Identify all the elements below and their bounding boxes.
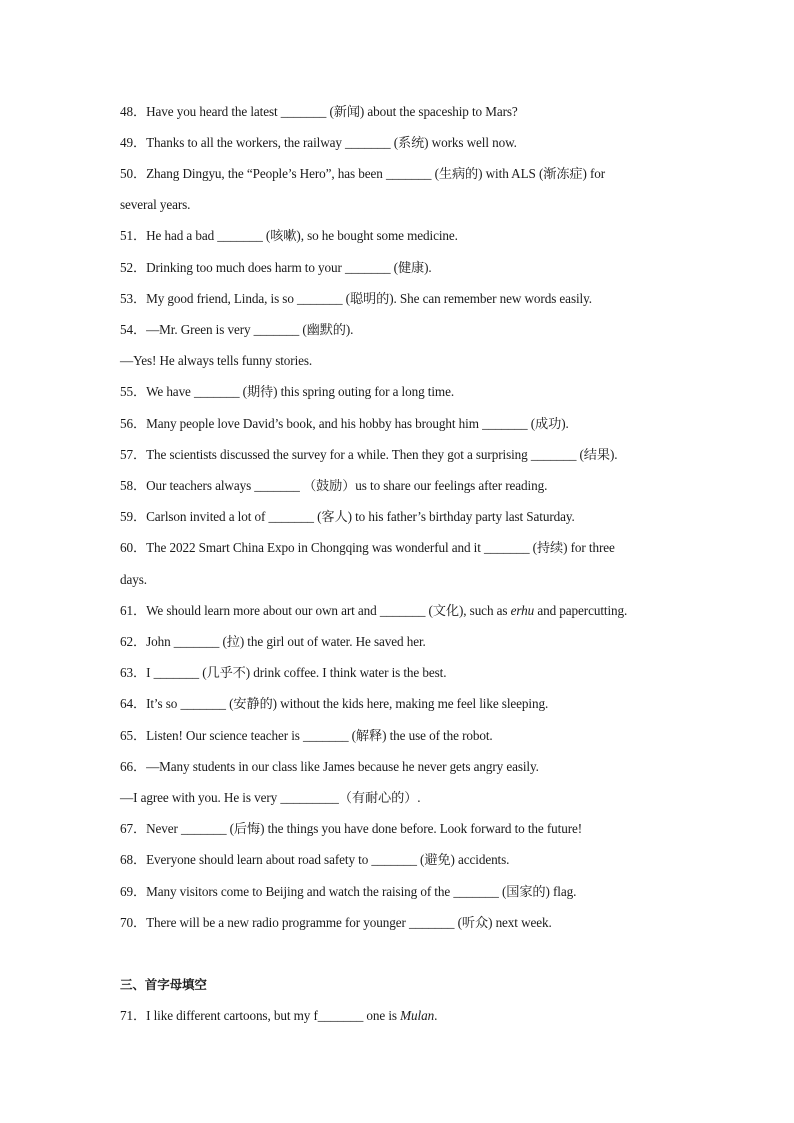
- question-text: My good friend, Linda, is so _______ (聪明的). She can remember new words easily.: [146, 291, 592, 306]
- question-55: [120, 383, 720, 401]
- question-text: Have you heard the latest _______ (新闻) about the spaceship to Mars?: [146, 104, 518, 119]
- question-text: It’s so _______ (安静的) without the kids here, making me feel like sleeping.: [146, 696, 549, 711]
- section-heading: 三、首字母填空: [120, 977, 207, 992]
- question-number: 48．: [120, 104, 147, 119]
- question-58: [120, 477, 720, 495]
- question-59: [120, 508, 720, 526]
- question-67: [120, 820, 720, 838]
- question-text: I _______ (几乎不) drink coffee. I think water is the best.: [146, 665, 447, 680]
- question-53: [120, 290, 720, 308]
- question-text: —Many students in our class like James because he never gets angry easily.: [146, 759, 539, 774]
- question-text: Our teachers always _______ （鼓励）us to share our feelings after reading.: [146, 478, 548, 493]
- question-number: 52．: [120, 260, 147, 275]
- question-text: Zhang Dingyu, the “People’s Hero”, has been _______ (生病的) with ALS (渐冻症) for: [146, 166, 606, 181]
- question-54-reply: [120, 352, 720, 370]
- question-number: 61．: [120, 603, 147, 618]
- question-48: [120, 103, 720, 121]
- question-49: [120, 134, 720, 152]
- question-text: Thanks to all the workers, the railway _______ (系统) works well now.: [146, 135, 517, 150]
- question-text: Many people love David’s book, and his hobby has brought him _______ (成功).: [146, 416, 569, 431]
- question-number: 63．: [120, 665, 147, 680]
- question-text: The scientists discussed the survey for a while. Then they got a surprising _______ (结果).: [146, 447, 618, 462]
- question-text: several years.: [120, 197, 191, 212]
- question-57: [120, 446, 720, 464]
- italic-word: erhu: [510, 603, 535, 618]
- question-66-reply: [120, 789, 720, 807]
- question-text: We have _______ (期待) this spring outing for a long time.: [146, 384, 455, 399]
- question-text: I like different cartoons, but my f_______ one is: [146, 1008, 401, 1023]
- italic-word: Mulan: [400, 1008, 435, 1023]
- question-number: 58．: [120, 478, 147, 493]
- question-63: [120, 664, 720, 682]
- question-50: [120, 165, 720, 183]
- question-number: 66．: [120, 759, 147, 774]
- question-text: The 2022 Smart China Expo in Chongqing was wonderful and it _______ (持续) for three: [146, 540, 615, 555]
- question-text: days.: [120, 572, 147, 587]
- question-number: 62．: [120, 634, 147, 649]
- question-69: [120, 883, 720, 901]
- question-61: [120, 602, 720, 620]
- question-number: 57．: [120, 447, 147, 462]
- question-56: [120, 415, 720, 433]
- question-number: 56．: [120, 416, 147, 431]
- question-text: Many visitors come to Beijing and watch the raising of the _______ (国家的) flag.: [146, 884, 577, 899]
- question-number: 60．: [120, 540, 147, 555]
- question-54: [120, 321, 720, 339]
- question-60-continued: [120, 571, 720, 589]
- question-68: [120, 851, 720, 869]
- question-number: 59．: [120, 509, 147, 524]
- question-number: 71．: [120, 1008, 147, 1023]
- question-number: 53．: [120, 291, 147, 306]
- question-text: We should learn more about our own art and _______ (文化), such as: [146, 603, 511, 618]
- question-71: [120, 1007, 720, 1025]
- question-number: 54．: [120, 322, 147, 337]
- question-51: [120, 227, 720, 245]
- question-text: Listen! Our science teacher is _______ (解释) the use of the robot.: [146, 728, 493, 743]
- question-50-continued: [120, 196, 720, 214]
- question-62: [120, 633, 720, 651]
- question-number: 67．: [120, 821, 147, 836]
- question-text: —Mr. Green is very _______ (幽默的).: [146, 322, 354, 337]
- question-64: [120, 695, 720, 713]
- question-70: [120, 914, 720, 932]
- question-65: [120, 727, 720, 745]
- question-number: 50．: [120, 166, 147, 181]
- question-text: Never _______ (后悔) the things you have done before. Look forward to the future!: [146, 821, 583, 836]
- question-text: —I agree with you. He is very _________（有耐心的）.: [120, 790, 421, 805]
- question-text: There will be a new radio programme for younger _______ (听众) next week.: [146, 915, 552, 930]
- question-text-end: .: [434, 1008, 438, 1023]
- question-text: Drinking too much does harm to your _______ (健康).: [146, 260, 432, 275]
- question-number: 49．: [120, 135, 147, 150]
- question-text: —Yes! He always tells funny stories.: [120, 353, 313, 368]
- question-text: John _______ (拉) the girl out of water. He saved her.: [146, 634, 426, 649]
- question-text-end: and papercutting.: [534, 603, 628, 618]
- question-number: 68．: [120, 852, 147, 867]
- question-number: 69．: [120, 884, 147, 899]
- question-text: Everyone should learn about road safety to _______ (避免) accidents.: [146, 852, 510, 867]
- question-text: He had a bad _______ (咳嗽), so he bought some medicine.: [146, 228, 458, 243]
- question-number: 70．: [120, 915, 147, 930]
- question-number: 65．: [120, 728, 147, 743]
- question-66: [120, 758, 720, 776]
- question-number: 51．: [120, 228, 147, 243]
- question-number: 55．: [120, 384, 147, 399]
- question-60: [120, 539, 720, 557]
- question-number: 64．: [120, 696, 147, 711]
- question-text: Carlson invited a lot of _______ (客人) to his father’s birthday party last Saturday.: [146, 509, 575, 524]
- question-52: [120, 259, 720, 277]
